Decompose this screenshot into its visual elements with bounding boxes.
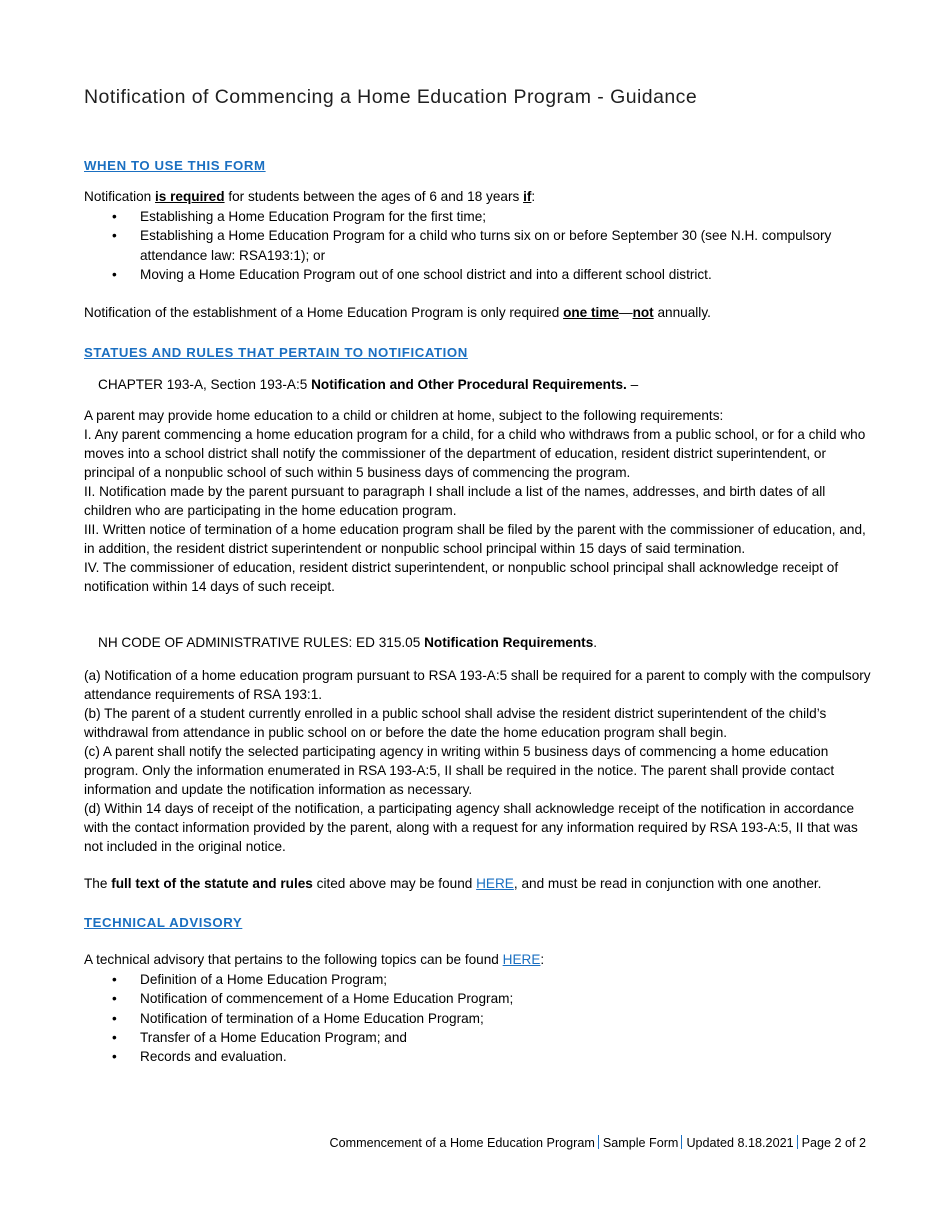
rule-paragraph: (c) A parent shall notify the selected participating agency in writing within 5 business days of commencing a home education program. Only the information enumerated in RSA 193-A:5, II shall be required in the notice. The parent shall provide contact information and update the notification information as necessary. (84, 744, 835, 797)
list-item: • Definition of a Home Education Program; (84, 970, 874, 989)
section-heading-statutes: STATUES AND RULES THAT PERTAIN TO NOTIFICATION (84, 345, 468, 360)
rules-citation: NH CODE OF ADMINISTRATIVE RULES: ED 315.05 Notification Requirements. (98, 635, 598, 650)
page-title: Notification of Commencing a Home Education Program - Guidance (84, 86, 698, 108)
chapter-citation: CHAPTER 193-A, Section 193-A:5 Notification and Other Procedural Requirements. – (98, 377, 639, 392)
advisory-topics-list (84, 970, 874, 1066)
statute-text (84, 406, 874, 596)
rule-paragraph: (d) Within 14 days of receipt of the notification, a participating agency shall acknowledge receipt of the notification in accordance with the contact information provided by the parent, along with a request for any information required by RSA 193-A:5, II that was not included in the original notice. (84, 801, 858, 854)
is-required-emphasis: is required (155, 189, 225, 204)
rule-paragraph: (b) The parent of a student currently enrolled in a public school shall advise the resident district superintendent of the child’s withdrawal from attendance in public school on or before the date the home education program shall begin. (84, 706, 827, 740)
list-item: • Transfer of a Home Education Program; and (84, 1028, 874, 1047)
footer-separator (797, 1135, 798, 1149)
not-emphasis: not (632, 305, 654, 320)
one-time-emphasis: one time (563, 305, 619, 320)
list-item: • Records and evaluation. (84, 1047, 874, 1066)
section-heading-technical-advisory: TECHNICAL ADVISORY (84, 915, 243, 930)
list-item: • Establishing a Home Education Program for the first time; (84, 207, 874, 226)
statute-paragraph: A parent may provide home education to a child or children at home, subject to the following requirements: (84, 408, 724, 423)
statute-paragraph: IV. The commissioner of education, resident district superintendent, or nonpublic school principal shall acknowledge receipt of notification within 14 days of such receipt. (84, 560, 839, 594)
one-time-note: Notification of the establishment of a Home Education Program is only required one time—not annually. (84, 305, 711, 320)
statute-rules-link[interactable]: HERE (476, 876, 514, 891)
statute-paragraph: III. Written notice of termination of a home education program shall be filed by the parent with the commissioner of education, and, in addition, the resident district superintendent or nonpublic school principal within 15 days of said termination. (84, 522, 866, 556)
footer-updated: Updated 8.18.2021 (686, 1136, 794, 1150)
list-item: • Notification of commencement of a Home Education Program; (84, 989, 874, 1008)
full-text-note: The full text of the statute and rules cited above may be found HERE, and must be read in conjunction with one another. (84, 876, 822, 891)
footer-doc-type: Sample Form (602, 1136, 679, 1150)
list-item: • Moving a Home Education Program out of one school district and into a different school district. (84, 265, 874, 284)
list-item: • Establishing a Home Education Program for a child who turns six on or before September 30 (see N.H. compulsory attendance law: RSA193:1); or (84, 226, 874, 265)
requirement-intro: Notification is required for students between the ages of 6 and 18 years if: (84, 189, 536, 204)
rules-text (84, 666, 874, 856)
section-heading-when-to-use: WHEN TO USE THIS FORM (84, 158, 266, 173)
rule-paragraph: (a) Notification of a home education program pursuant to RSA 193-A:5 shall be required for a parent to comply with the compulsory attendance requirements of RSA 193:1. (84, 668, 871, 702)
if-emphasis: if (523, 189, 532, 204)
footer-separator (598, 1135, 599, 1149)
statute-paragraph: I. Any parent commencing a home education program for a child, for a child who withdraws from a public school, or for a child who moves into a school district shall notify the commissioner of the department of education, resident district superintendent, or principal of a nonpublic school of such within 5 business days of commencing the program. (84, 427, 866, 480)
statute-paragraph: II. Notification made by the parent pursuant to paragraph I shall include a list of the names, addresses, and birth dates of all children who are participating in the home education program. (84, 484, 826, 518)
page-footer (330, 1135, 866, 1150)
advisory-intro: A technical advisory that pertains to the following topics can be found HERE: (84, 952, 545, 967)
when-to-use-list (84, 207, 874, 284)
footer-separator (681, 1135, 682, 1149)
footer-page-number: Page 2 of 2 (801, 1136, 866, 1150)
footer-doc-title: Commencement of a Home Education Program (329, 1136, 595, 1150)
list-item: • Notification of termination of a Home Education Program; (84, 1009, 874, 1028)
technical-advisory-link[interactable]: HERE (502, 952, 541, 967)
